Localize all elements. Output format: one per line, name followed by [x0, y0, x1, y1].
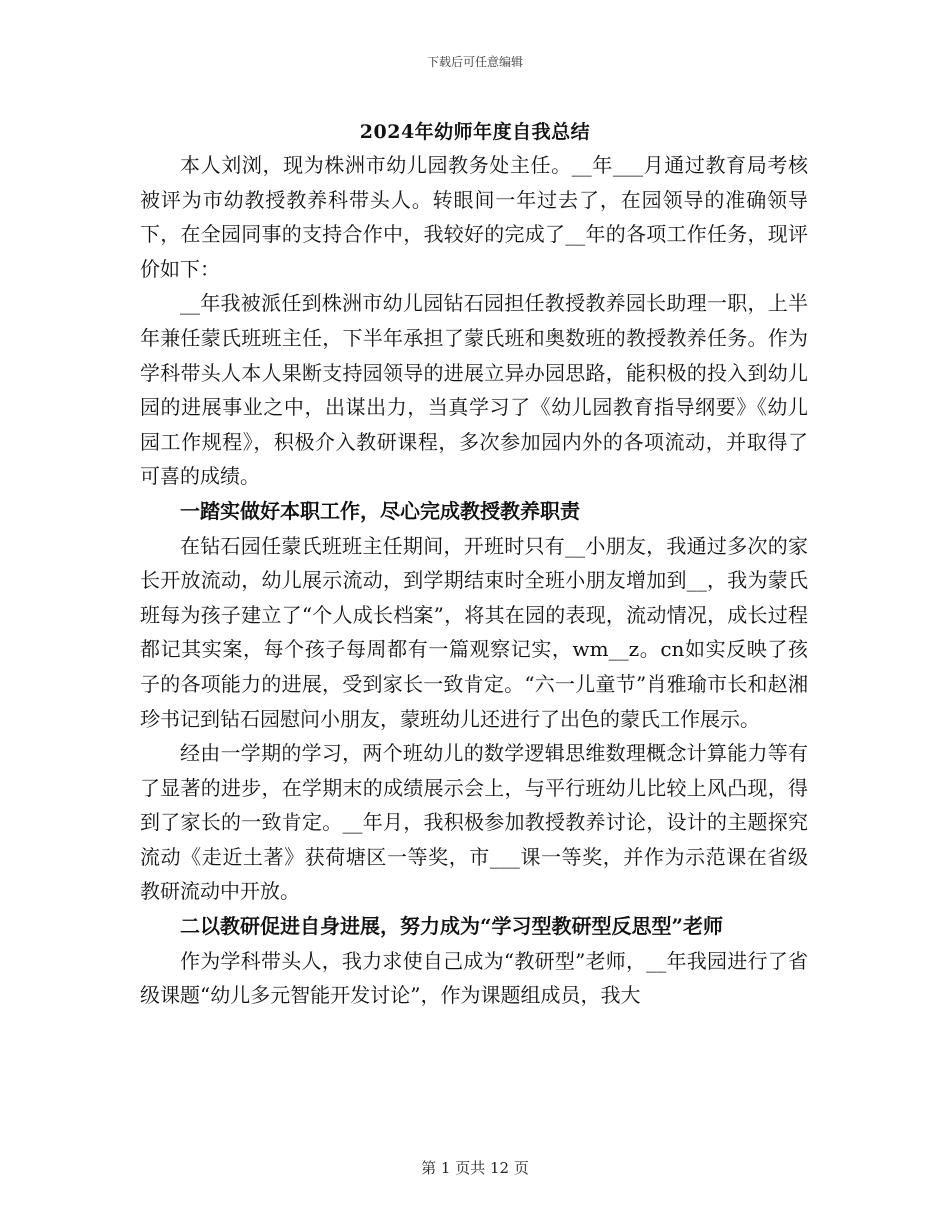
page-number: 第 1 页共 12 页 — [421, 1159, 529, 1177]
section-heading-2: 二以教研促进自身进展，努力成为“学习型教研型反思型”老师 — [180, 914, 724, 939]
paragraph-research: 作为学科带头人，我力求使自己成为“教研型”老师，__年我园进行了省级课题“幼儿多元智能开发讨论”，作为课题组成员，我大 — [140, 948, 808, 1008]
section-heading-1: 一踏实做好本职工作，尽心完成教授教养职责 — [180, 498, 580, 523]
document-body — [140, 148, 808, 1013]
paragraph-assignment: __年我被派任到株洲市幼儿园钻石园担任教授教养园长助理一职，上半年兼任蒙氏班班主任，下半年承担了蒙氏班和奥数班的教授教养任务。作为学科带头人本人果断支持园领导的进展立异办园思路，能积极的投入到幼儿园的进展事业之中，出谋出力，当真学习了《幼儿园教育指导纲要》《幼儿园工作规程》，积极介入教研课程，多次参加园内外的各项流动，并取得了可喜的成绩。 — [140, 291, 808, 489]
page-header-note: 下载后可任意编辑 — [426, 55, 523, 69]
paragraph-semester-results: 经由一学期的学习，两个班幼儿的数学逻辑思维数理概念计算能力等有了显著的进步，在学期末的成绩展示会上，与平行班幼儿比较上风凸现，得到了家长的一致肯定。__年月，我积极参加教授教养讨论，设计的主题探究流动《走近土著》获荷塘区一等奖，市___课一等奖，并作为示范课在省级教研流动中开放。 — [140, 741, 808, 904]
document-title: 2024年幼师年度自我总结 — [359, 121, 591, 143]
paragraph-montessori-class: 在钻石园任蒙氏班班主任期间，开班时只有__小朋友，我通过多次的家长开放流动，幼儿展示流动，到学期结束时全班小朋友增加到__，我为蒙氏班每为孩子建立了“个人成长档案”，将其在园的表现，流动情况，成长过程都记其实案，每个孩子每周都有一篇观察记实，wm__z。cn如实反映了孩子的各项能力的进展，受到家长一致肯定。“六一儿童节”肖雅瑜市长和赵湘珍书记到钻石园慰问小朋友，蒙班幼儿还进行了出色的蒙氏工作展示。 — [140, 533, 808, 731]
paragraph-intro: 本人刘浏，现为株洲市幼儿园教务处主任。__年___月通过教育局考核被评为市幼教授教养科带头人。转眼间一年过去了，在园领导的准确领导下，在全园同事的支持合作中，我较好的完成了__年的各项工作任务，现评价如下： — [140, 153, 808, 281]
